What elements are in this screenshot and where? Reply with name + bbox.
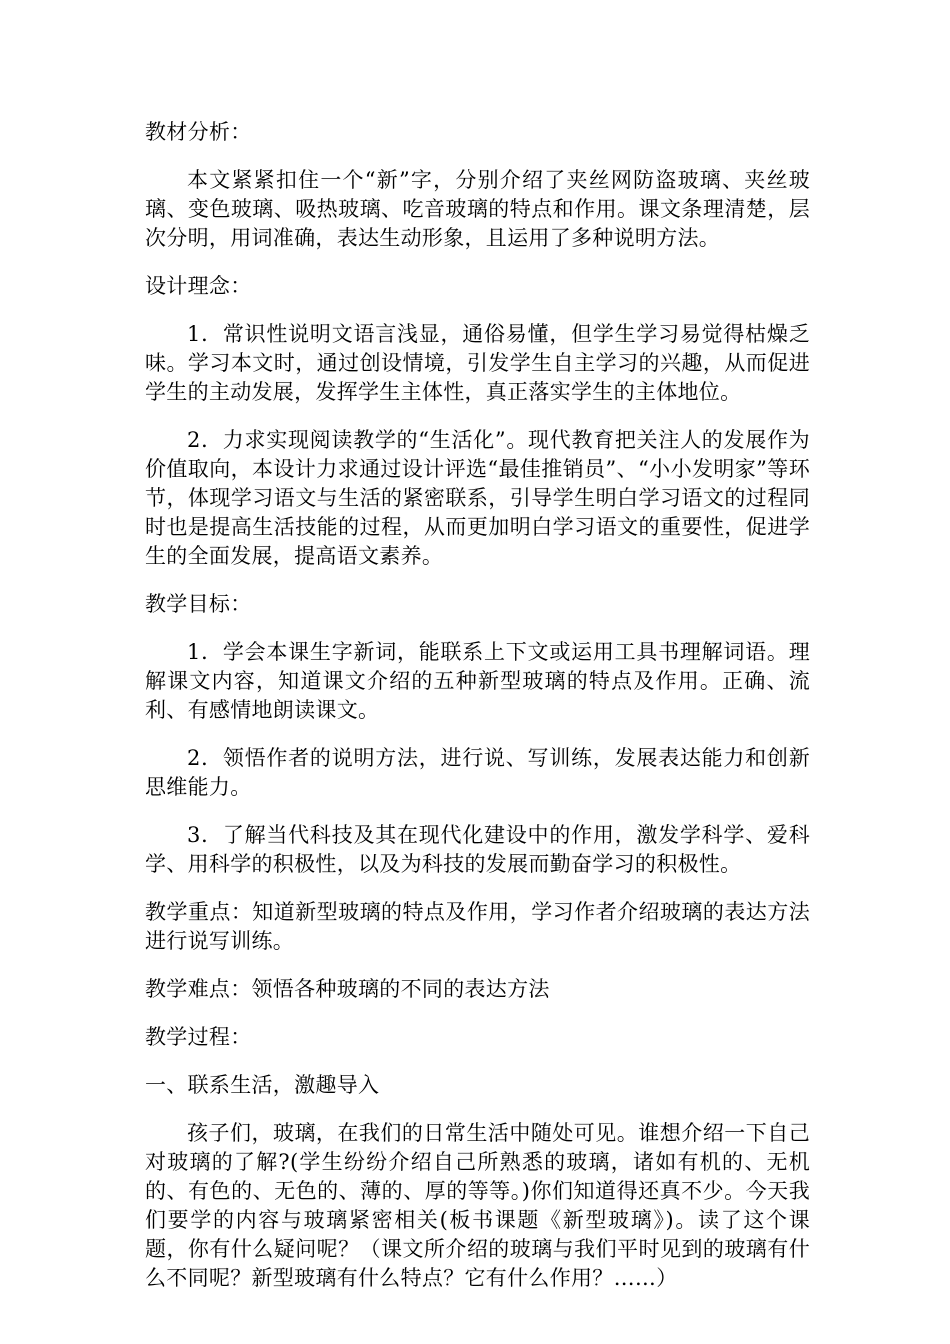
key-point-paragraph: 教学重点：知道新型玻璃的特点及作用，学习作者介绍玻璃的表达方法进行说写训练。	[145, 900, 810, 953]
difficulty-paragraph: 教学难点：领悟各种玻璃的不同的表达方法	[145, 977, 550, 1001]
step-1-paragraph: 孩子们，玻璃，在我们的日常生活中随处可见。谁想介绍一下自己对玻璃的了解?(学生纷纷介绍自己所熟悉的玻璃，诸如有机的、无机的、有色的、无色的、薄的、厚的等等。)你们知道得还真不少。今天我们要学的内容与玻璃紧密相关(板书课题《新型玻璃》)。读了这个课题，你有什么疑问呢？（课文所介绍的玻璃与我们平时见到的玻璃有什么不同呢？新型玻璃有什么特点？它有什么作用？……）	[145, 1121, 810, 1290]
goal-paragraph-3: 3．了解当代科技及其在现代化建设中的作用，激发学科学、爱科学、用科学的积极性，以及为科技的发展而勤奋学习的积极性。	[145, 823, 810, 876]
concept-paragraph-2: 2．力求实现阅读教学的“生活化”。现代教育把关注人的发展作为价值取向，本设计力求通过设计评选“最佳推销员”、“小小发明家”等环节，体现学习语文与生活的紧密联系，引导学生明白学习语文的过程同时也是提高生活技能的过程，从而更加明白学习语文的重要性，促进学生的全面发展，提高语文素养。	[145, 428, 810, 568]
goal-paragraph-1: 1．学会本课生字新词，能联系上下文或运用工具书理解词语。理解课文内容，知道课文介绍的五种新型玻璃的特点及作用。正确、流利、有感情地朗读课文。	[145, 640, 810, 722]
analysis-paragraph: 本文紧紧扣住一个“新”字，分别介绍了夹丝网防盗玻璃、夹丝玻璃、变色玻璃、吸热玻璃、吃音玻璃的特点和作用。课文条理清楚，层次分明，用词准确，表达生动形象，且运用了多种说明方法。	[145, 168, 810, 250]
concept-heading: 设计理念：	[145, 274, 252, 298]
document-page	[145, 118, 810, 1312]
goal-paragraph-2: 2．领悟作者的说明方法，进行说、写训练，发展表达能力和创新思维能力。	[145, 746, 810, 799]
process-heading: 教学过程：	[145, 1025, 252, 1049]
analysis-heading: 教材分析：	[145, 120, 252, 144]
concept-paragraph-1: 1．常识性说明文语言浅显，通俗易懂，但学生学习易觉得枯燥乏味。学习本文时，通过创设情境，引发学生自主学习的兴趣，从而促进学生的主动发展，发挥学生主体性，真正落实学生的主体地位。	[145, 322, 810, 404]
goals-heading: 教学目标：	[145, 592, 252, 616]
step-1-heading: 一、联系生活，激趣导入	[145, 1073, 380, 1097]
